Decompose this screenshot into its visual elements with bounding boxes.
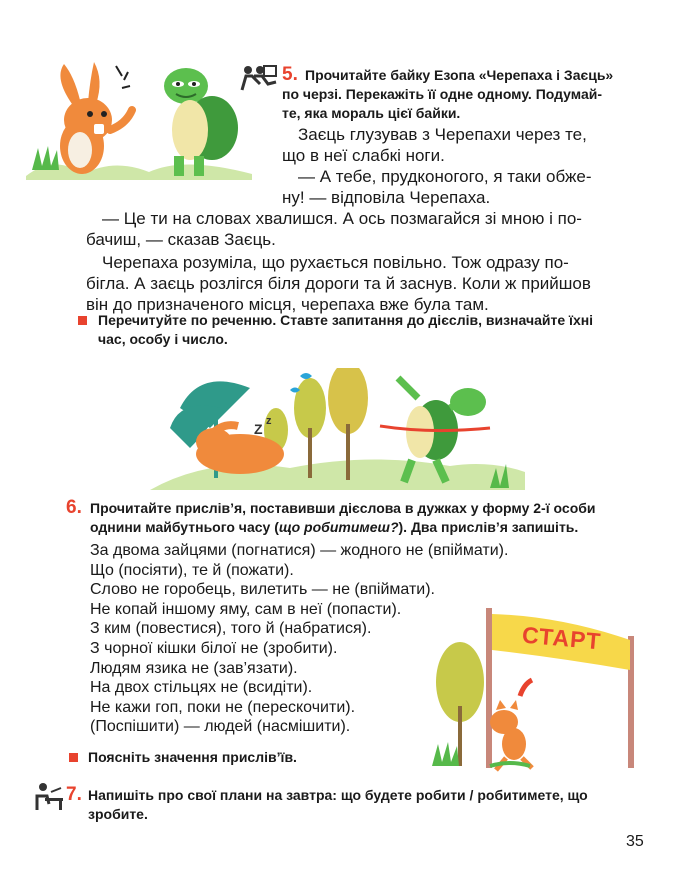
hare-and-turtle-illustration	[24, 58, 254, 180]
start-banner-text: СТАРТ	[521, 621, 603, 655]
proverb-item: З ким (повестися), того й (набратися).	[90, 620, 372, 638]
proverb-item: Не кажи гоп, поки не (перескочити).	[90, 698, 356, 716]
task-5-subtask	[98, 311, 628, 349]
instruction-line: Прочитайте байку Езопа «Черепаха і Заєць»	[305, 67, 614, 83]
proverb-item: З чорної кішки білої не (зробити).	[90, 639, 338, 657]
proverb-item: На двох стільцях не (всидіти).	[90, 679, 313, 697]
story-text-right	[282, 124, 612, 208]
story-line: бігла. А заєць розлігся біля дороги та й заснув. Коли ж прийшов	[86, 274, 591, 293]
proverb-item: Людям язика не (зав’язати).	[90, 659, 298, 677]
story-line: він до призначеного місця, черепаха вже була там.	[86, 295, 489, 314]
task-5-instruction	[305, 66, 613, 85]
svg-text:Z: Z	[254, 421, 263, 437]
page-number: 35	[626, 833, 644, 850]
story-text-full	[86, 208, 626, 315]
race-finish-illustration	[150, 368, 525, 490]
instruction-line: Прочитайте прислів’я, поставивши дієслова в дужках у форму 2-ї особи	[90, 500, 596, 516]
proverb-item: Що (посіяти), те й (пожати).	[90, 561, 294, 579]
task-5-number: 5.	[282, 64, 298, 85]
task-6-number: 6.	[66, 497, 82, 518]
story-line: що в неї слабкі ноги.	[282, 146, 445, 165]
task-7-number: 7.	[66, 784, 82, 805]
subtask-line: час, особу і число.	[98, 331, 228, 347]
story-line: ну! — відповіла Черепаха.	[282, 188, 491, 207]
story-line: бачиш, — сказав Заєць.	[86, 230, 276, 249]
instruction-line: зробите.	[88, 806, 148, 822]
story-line: — А тебе, прудконогого, я таки обже-	[298, 167, 592, 186]
task-7-instruction	[88, 786, 628, 824]
instruction-text: однини майбутнього часу (	[90, 519, 279, 535]
instruction-line	[90, 518, 620, 537]
proverb-item: Слово не горобець, вилетить — не (впіймати).	[90, 581, 435, 599]
task-6-instruction	[90, 499, 620, 537]
bullet-marker	[78, 316, 87, 325]
task-5-instruction-cont	[282, 85, 602, 123]
instruction-line: те, яка мораль цієї байки.	[282, 105, 461, 121]
proverb-item: (Поспішити) — людей (насмішити).	[90, 718, 351, 736]
proverb-item: Не копай іншому яму, сам в неї (попасти).	[90, 600, 402, 618]
subtask-line: Перечитуйте по реченню. Ставте запитання до дієслів, визначайте їхні	[98, 312, 594, 328]
instruction-text: ). Два прислів’я запишіть.	[398, 519, 579, 535]
group-reading-icon	[240, 64, 280, 92]
proverb-item: За двома зайцями (погнатися) — жодного не (впіймати).	[90, 542, 509, 559]
story-line: Черепаха розуміла, що рухається повільно. Тож одразу по-	[102, 253, 569, 272]
instruction-question: що робитимеш?	[278, 519, 399, 535]
task-6-subtask: Поясніть значення прислів’їв.	[88, 749, 297, 765]
writing-at-desk-icon	[33, 782, 65, 812]
svg-text:z: z	[266, 415, 272, 427]
bullet-marker	[69, 753, 78, 762]
instruction-line: по черзі. Перекажіть її одне одному. Подумай-	[282, 86, 603, 102]
story-line: Заєць глузував з Черепахи через те,	[298, 125, 587, 144]
instruction-line: Напишіть про свої плани на завтра: що будете робити / робитимете, що	[88, 787, 588, 803]
story-line: — Це ти на словах хвалишся. А ось позмагайся зі мною і по-	[102, 209, 582, 228]
